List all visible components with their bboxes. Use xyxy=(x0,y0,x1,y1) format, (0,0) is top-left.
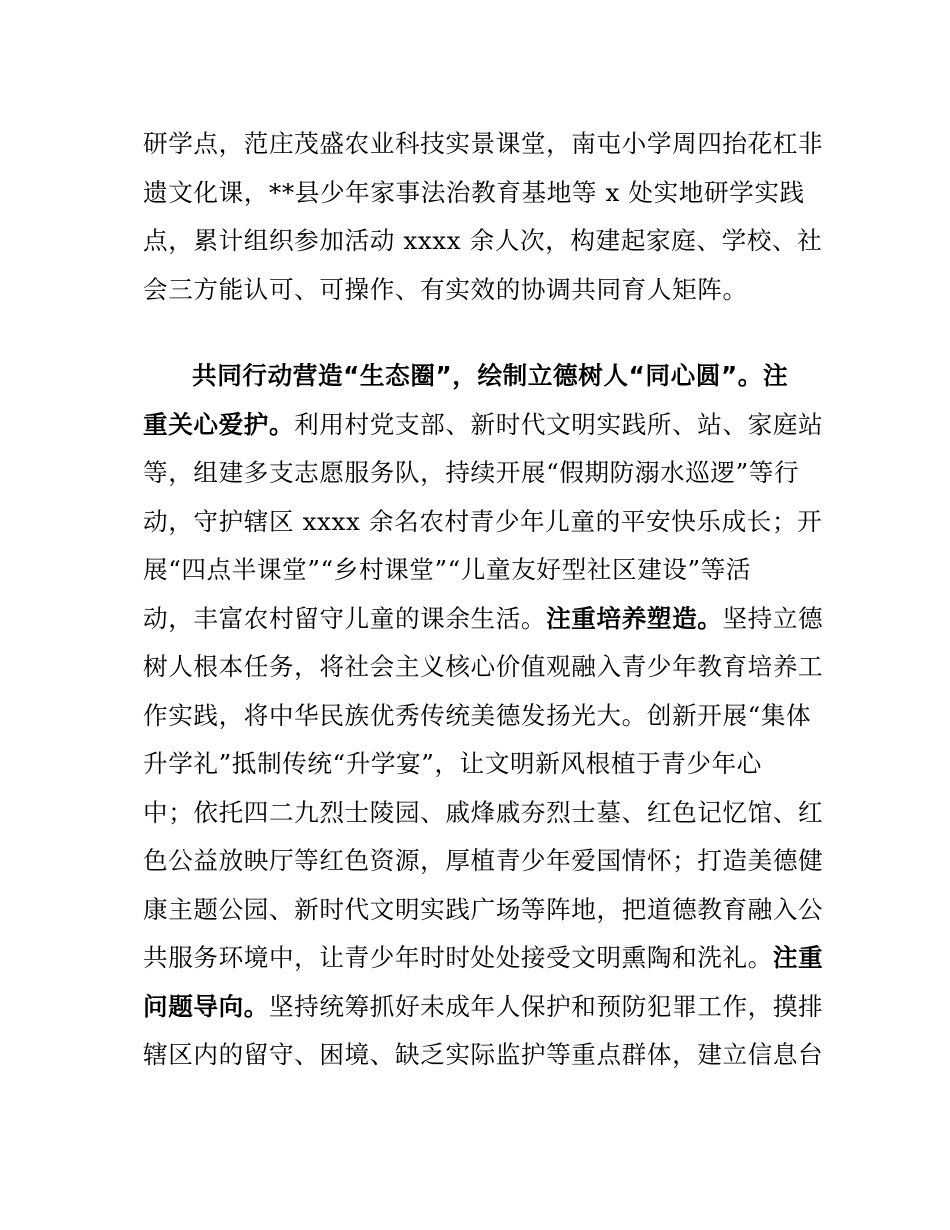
p2-line-12: 康主题公园、新时代文明实践广场等阵地，把道德教育融入公 xyxy=(143,894,824,924)
p2-line-14-text: 坚持统筹抓好未成年人保护和预防犯罪工作，摸排 xyxy=(268,991,824,1021)
p2-line-13 xyxy=(143,934,824,983)
p1-line-3: 点，累计组织参加活动 xxxx 余人次，构建起家庭、学校、社 xyxy=(143,226,823,255)
p2-line-11: 色公益放映厅等红色资源，厚植青少年爱国情怀；打造美德健 xyxy=(143,846,824,875)
document-page xyxy=(143,120,824,1080)
p2-line-6-text: 动，丰富农村留守儿童的课余生活。 xyxy=(143,603,547,633)
p2-line-15: 辖区内的留守、困境、缺乏实际监护等重点群体，建立信息台 xyxy=(143,1040,824,1069)
p2-line-3: 等，组建多支志愿服务队，持续开展“假期防溺水巡逻”等行 xyxy=(143,458,800,487)
p2-line-7: 树人根本任务，将社会主义核心价值观融入青少年教育培养工 xyxy=(143,652,824,681)
p2-line-14 xyxy=(143,983,824,1032)
p2-line-8: 作实践，将中华民族优秀传统美德发扬光大。创新开展“集体 xyxy=(143,700,812,730)
p2-line-6 xyxy=(143,595,824,644)
p2-line-13-text: 共服务环境中，让青少年时时处处接受文明熏陶和洗礼。 xyxy=(143,943,773,972)
p2-line-4: 动，守护辖区 xxxx 余名农村青少年儿童的平安快乐成长；开 xyxy=(143,506,823,536)
p2-line-10: 中；依托四二九烈士陵园、戚烽戚夯烈士墓、红色记忆馆、红 xyxy=(143,797,824,827)
p2-line-2-text: 利用村党支部、新时代文明实践所、站、家庭站 xyxy=(294,409,824,439)
subhead-problem-part-1: 注重 xyxy=(772,943,824,972)
paragraph-gap xyxy=(143,314,811,352)
subhead-problem-part-2: 问题导向。 xyxy=(143,991,269,1021)
section-heading: 共同行动营造“生态圈”，绘制立德树人“同心圆”。 xyxy=(192,361,763,390)
p1-line-1: 研学点，范庄茂盛农业科技实景课堂，南屯小学周四抬花杠非 xyxy=(143,129,824,158)
p1-line-4: 会三方能认可、可操作、有实效的协调共同育人矩阵。 xyxy=(143,274,748,304)
p2-line-9: 升学礼”抵制传统“升学宴”，让文明新风根植于青少年心 xyxy=(143,749,762,778)
p2-line-2 xyxy=(143,401,824,450)
p2-line-6-rest: 坚持立德 xyxy=(722,603,824,633)
p2-line-1 xyxy=(143,352,811,401)
p2-line-5: 展“四点半课堂”“乡村课堂”“儿童友好型社区建设”等活 xyxy=(143,555,752,584)
subhead-care-part-2: 重关心爱护。 xyxy=(143,409,295,439)
subhead-care-part-1: 注 xyxy=(762,361,789,390)
p1-line-2: 遗文化课，**县少年家事法治教育基地等 x 处实地研学实践 xyxy=(143,177,805,207)
subhead-cultivate: 注重培养塑造。 xyxy=(546,603,723,633)
